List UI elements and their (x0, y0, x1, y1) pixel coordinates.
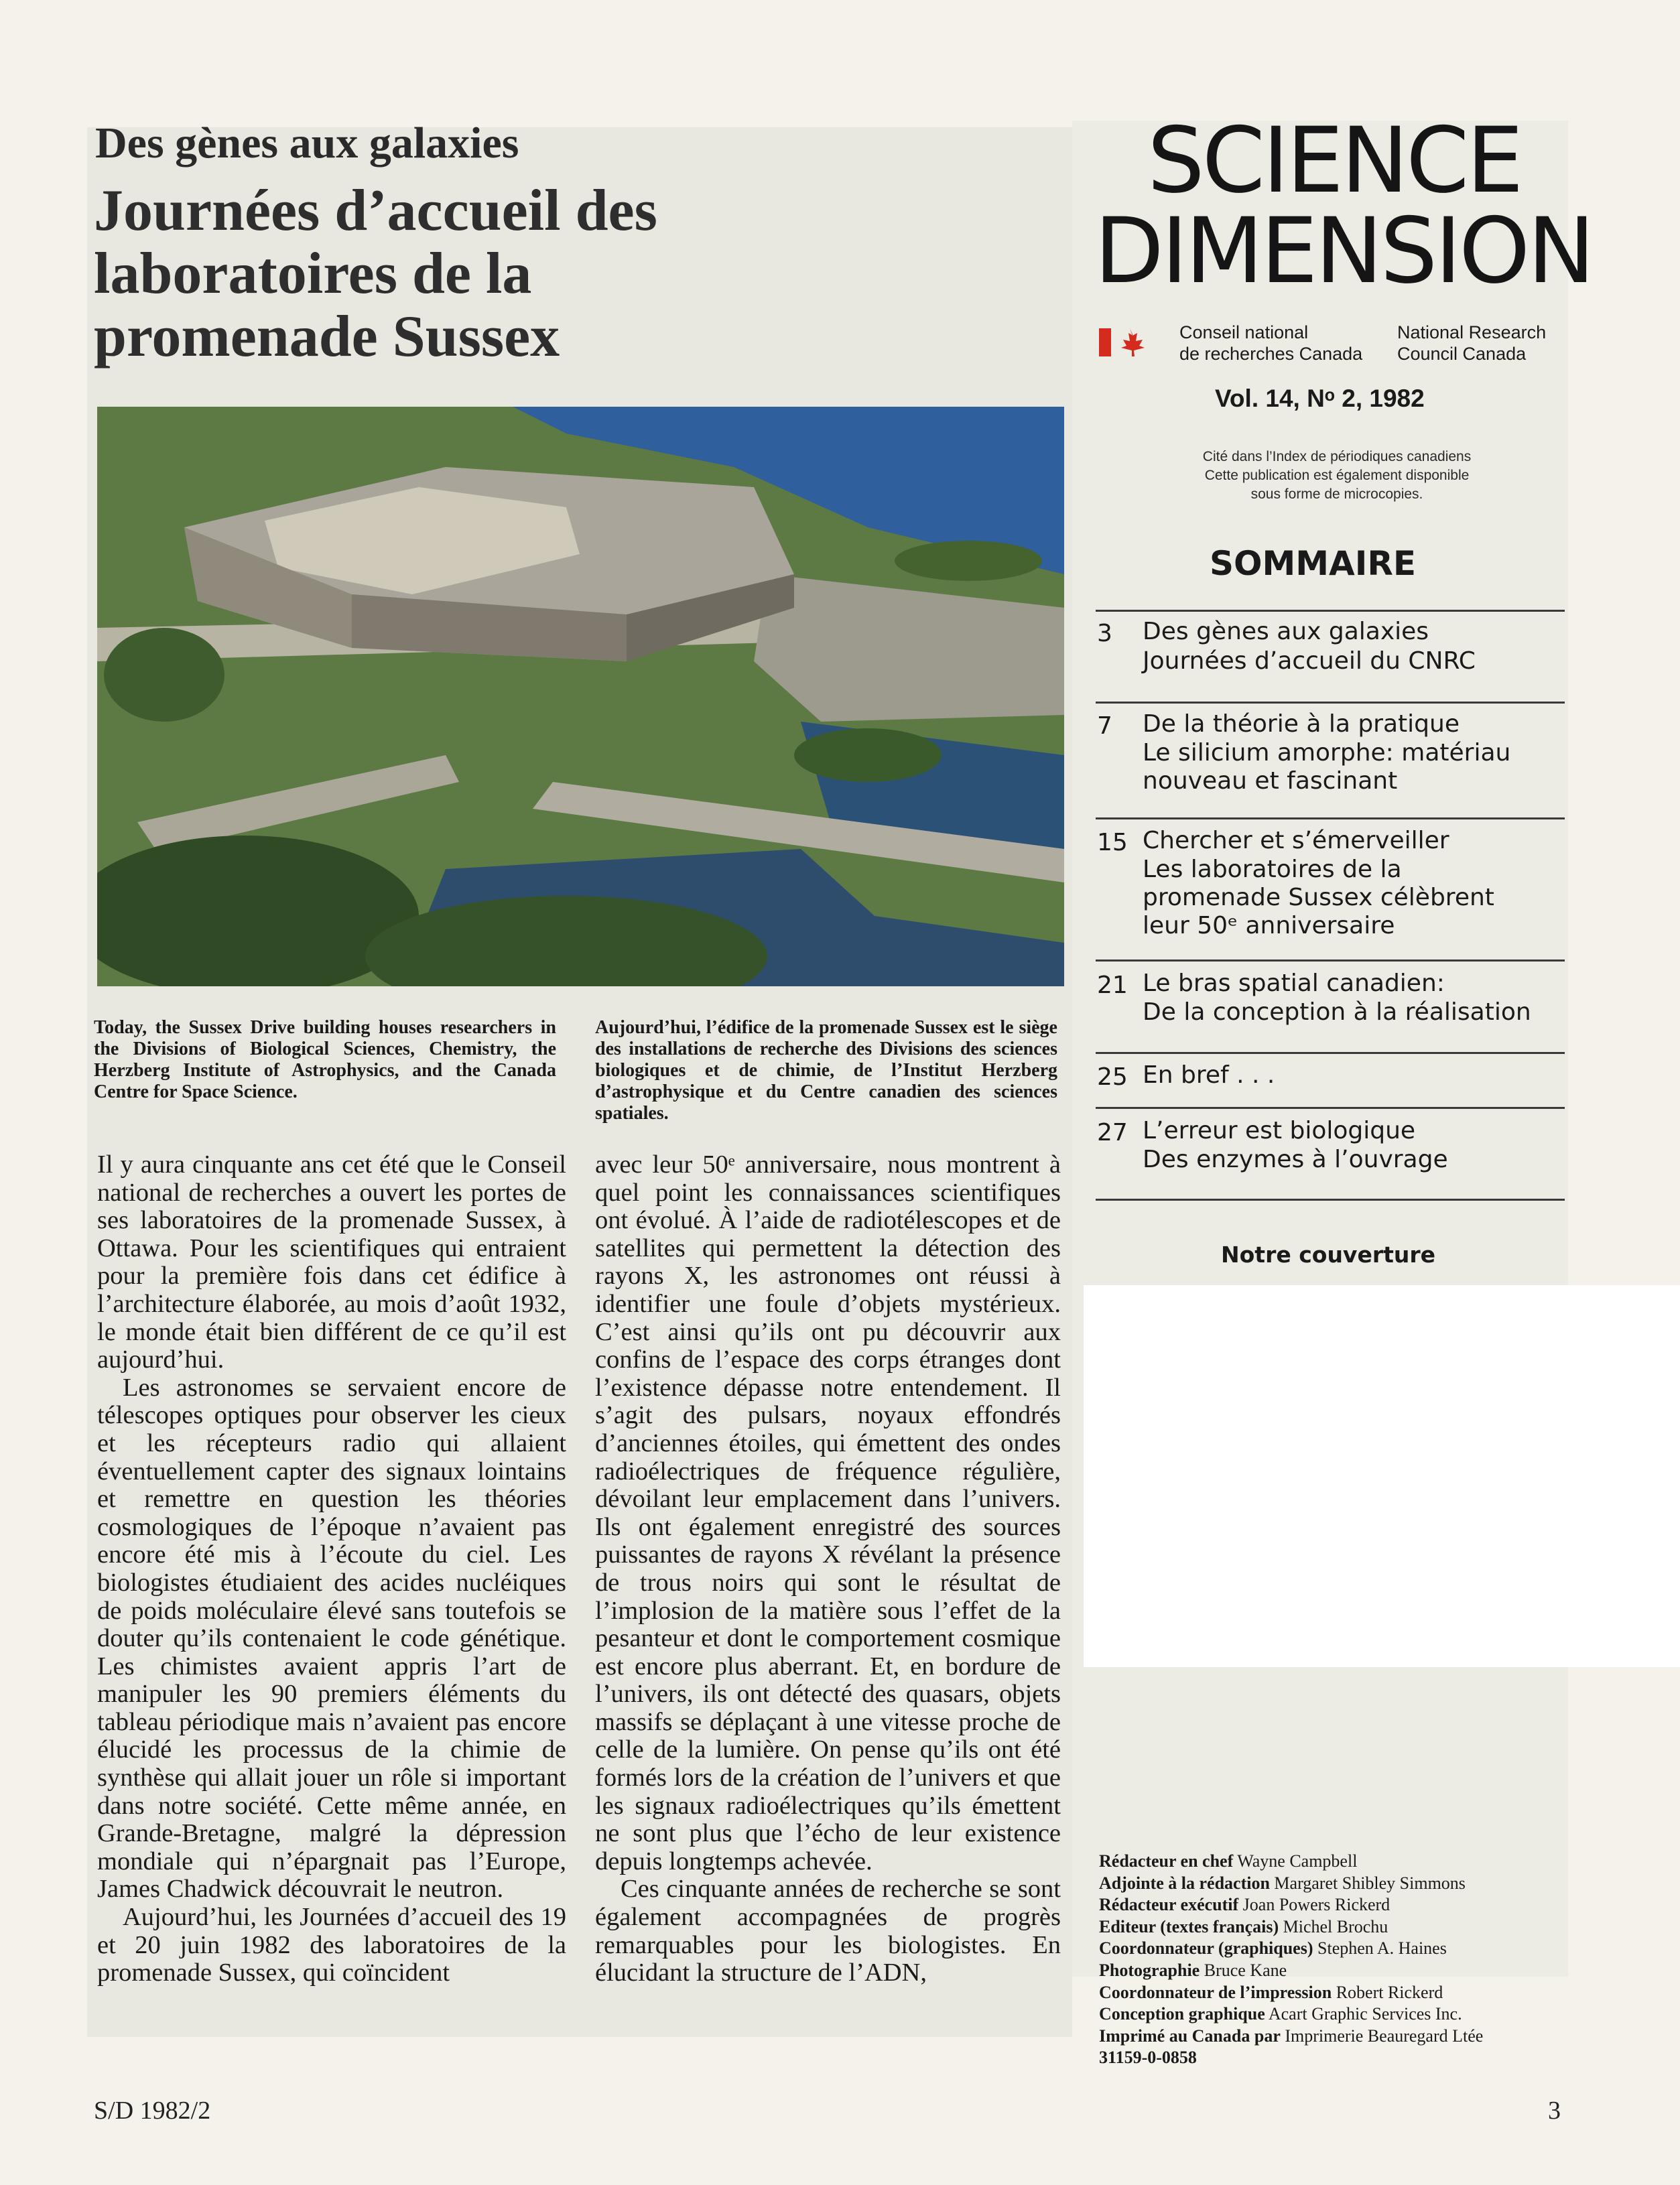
article-paragraph: Les astronomes se servaient encore de télescopes optiques pour observer les cieux et les récepteurs radio qui allaient éventuellement capter des signaux lointains et remettre en question les théories cosmologiques de l’époque n’avaient pas encore été mis à l’écoute du ciel. Les biologistes étudiaient des acides nucléiques de poids moléculaire élevé sans toutefois se douter qu’ils contenaient le code génétique. Les chimistes avaient appris l’art de manipuler les 90 premiers éléments du tableau périodique mais n’avaient pas encore élucidé les processus de la chimie de synthèse qui allait jouer un rôle si important dans notre société. Cette même année, en Grande-Bretagne, malgré la dépression mondiale qui n’épargnait pas l’Europe, James Chadwick découvrait le neutron. (97, 1373, 566, 1904)
toc-divider (1096, 702, 1565, 704)
toc-subtitle-line: promenade Sussex célèbrent (1143, 884, 1494, 911)
credit-line (1099, 1873, 1581, 1895)
toc-item-title: De la théorie à la pratique (1143, 710, 1460, 738)
credit-name: Michel Brochu (1283, 1916, 1388, 1936)
article-column-2 (595, 1151, 1061, 1987)
credit-role: Imprimé au Canada par (1099, 2026, 1281, 2046)
credit-line (1099, 1938, 1581, 1960)
toc-divider (1096, 610, 1565, 612)
toc-item-title: Des gènes aux galaxies (1143, 618, 1429, 645)
footer-issue: S/D 1982/2 (94, 2097, 211, 2125)
toc-item-title: En bref . . . (1143, 1061, 1275, 1089)
photo-caption-french: Aujourd’hui, l’édifice de la promenade Sussex est le siège des installations de recherche des Divisions des sciences biologiques et de chimie, de l’Institut Herzberg d’astrophysique et du Centre canadien des sciences spatiales. (595, 1017, 1057, 1124)
masthead-science: SCIENCE (1147, 108, 1521, 213)
masthead-dimension: DIMENSION (1094, 198, 1593, 304)
article-paragraph: Il y aura cinquante ans cet été que le Conseil national de recherches a ouvert les portes de ses laboratoires de la promenade Sussex, à Ottawa. Pour les scientifiques qui entraient pour la première fois dans cet édifice à l’architecture élaborée, au mois d’août 1932, le monde était bien différent de ce qu’il est aujourd’hui. (97, 1150, 566, 1374)
toc-subtitle-line: leur 50ᵉ anniversaire (1143, 912, 1395, 939)
toc-item-subtitle (1143, 998, 1531, 1027)
article-kicker: Des gènes aux galaxies (95, 119, 519, 168)
editorial-credits (1099, 1851, 1581, 2069)
toc-subtitle-line: Les laboratoires de la (1143, 856, 1402, 883)
credit-name: Margaret Shibley Simmons (1274, 1873, 1466, 1893)
credit-role: Coordonnateur de l’impression (1099, 1982, 1332, 2002)
credit-line (1099, 2047, 1581, 2069)
page-number: 3 (1548, 2097, 1561, 2125)
credit-role: Rédacteur en chef (1099, 1851, 1234, 1871)
credit-role: Adjointe à la rédaction (1099, 1873, 1270, 1893)
credit-line (1099, 2003, 1581, 2026)
toc-subtitle-line: Journées d’accueil du CNRC (1143, 647, 1476, 675)
toc-subtitle-line: nouveau et fascinant (1143, 767, 1398, 795)
credit-name: Stephen A. Haines (1317, 1938, 1447, 1959)
credit-role: Photographie (1099, 1960, 1200, 1980)
agency-line: Council Canada (1397, 344, 1527, 364)
credit-line (1099, 1916, 1581, 1938)
toc-page-number: 3 (1097, 620, 1112, 647)
index-note (1136, 448, 1538, 504)
issn-code: 31159-0-0858 (1099, 2048, 1197, 2068)
agency-line: National Research (1397, 322, 1547, 342)
aerial-building-photo (97, 407, 1064, 986)
agency-name-english (1397, 322, 1546, 365)
toc-divider (1096, 959, 1565, 962)
credit-role: Conception graphique (1099, 2004, 1265, 2024)
toc-page-number: 7 (1097, 712, 1112, 740)
toc-divider (1096, 1107, 1565, 1109)
toc-item-subtitle (1143, 856, 1494, 940)
credit-name: Bruce Kane (1204, 1960, 1287, 1980)
headline-line: Journées d’accueil des (94, 178, 657, 243)
toc-item-subtitle (1143, 739, 1510, 795)
credit-name: Wayne Campbell (1237, 1851, 1358, 1871)
article-paragraph: Ces cinquante années de recherche se sont également accompagnées de progrès remarquables pour les biologistes. En élucidant la structure de l’ADN, (595, 1875, 1061, 1987)
credit-name: Imprimerie Beauregard Ltée (1285, 2026, 1484, 2046)
agency-name-french (1179, 322, 1362, 365)
toc-subtitle-line: De la conception à la réalisation (1143, 998, 1531, 1026)
credit-line (1099, 1894, 1581, 1916)
credit-line (1099, 1960, 1581, 1982)
article-headline (94, 180, 764, 369)
index-note-line: sous forme de microcopies. (1250, 486, 1423, 502)
contents-title: SOMMAIRE (1210, 544, 1416, 583)
credit-name: Acart Graphic Services Inc. (1268, 2004, 1462, 2024)
toc-page-number: 25 (1097, 1063, 1128, 1091)
toc-item-subtitle (1143, 647, 1476, 675)
article-column-1 (97, 1151, 566, 1987)
toc-page-number: 27 (1097, 1119, 1128, 1146)
toc-page-number: 15 (1097, 829, 1128, 856)
canada-flag-icon (1099, 327, 1146, 358)
credit-name: Robert Rickerd (1336, 1982, 1443, 2002)
cover-section-title: Notre couverture (1221, 1242, 1436, 1268)
toc-item-subtitle (1143, 1146, 1448, 1174)
toc-item-title: Le bras spatial canadien: (1143, 970, 1445, 997)
credit-role: Rédacteur exécutif (1099, 1895, 1239, 1915)
toc-divider (1096, 1052, 1565, 1054)
cover-image-placeholder (1084, 1285, 1680, 1667)
toc-subtitle-line: Des enzymes à l’ouvrage (1143, 1146, 1448, 1173)
toc-item-title: Chercher et s’émerveiller (1143, 827, 1449, 854)
toc-item-title: L’erreur est biologique (1143, 1117, 1416, 1144)
credit-role: Coordonnateur (graphiques) (1099, 1938, 1313, 1959)
credit-line (1099, 2026, 1581, 2048)
agency-line: de recherches Canada (1179, 344, 1363, 364)
credit-line (1099, 1982, 1581, 2004)
credit-role: Editeur (textes français) (1099, 1916, 1279, 1936)
photo-caption-english: Today, the Sussex Drive building houses researchers in the Divisions of Biological Sciences, Chemistry, the Herzberg Institute of Astrophysics, and the Canada Centre for Space Science. (94, 1017, 556, 1102)
credit-line (1099, 1851, 1581, 1873)
article-paragraph: Aujourd’hui, les Journées d’accueil des 19 et 20 juin 1982 des laboratoires de la promenade Sussex, qui coïncident (97, 1903, 566, 1987)
toc-divider (1096, 817, 1565, 819)
toc-divider (1096, 1199, 1565, 1201)
volume-issue: Vol. 14, Nᵒ 2, 1982 (1215, 385, 1425, 412)
headline-line: laboratoires de la (94, 241, 532, 306)
agency-line: Conseil national (1179, 322, 1309, 342)
index-note-line: Cité dans l’Index de périodiques canadiens (1202, 449, 1472, 464)
toc-subtitle-line: Le silicium amorphe: matériau (1143, 739, 1511, 767)
credit-name: Joan Powers Rickerd (1242, 1895, 1391, 1915)
headline-line: promenade Sussex (94, 304, 560, 369)
photo-illustration (97, 407, 1064, 986)
toc-page-number: 21 (1097, 972, 1128, 999)
index-note-line: Cette publication est également disponible (1204, 468, 1470, 483)
article-paragraph: avec leur 50ᵉ anniversaire, nous montrent à quel point les connaissances scientifiques ont évolué. À l’aide de radiotélescopes et de satellites qui permettent la détection des rayons X, les astronomes ont réussi à identifier une foule d’objets mystérieux. C’est ainsi qu’ils ont pu découvrir aux confins de l’espace des corps étranges dont l’existence dépasse notre entendement. Il s’agit des pulsars, noyaux effondrés d’anciennes étoiles, qui émettent des ondes radioélectriques de fréquence régulière, dévoilant leur emplacement dans l’univers. Ils ont également enregistré des sources puissantes de rayons X révélant la présence de trous noirs qui sont le résultat de l’implosion de la matière sous l’effet de la pesanteur et dont le comportement cosmique est encore plus aberrant. Et, en bordure de l’univers, ils ont détecté des quasars, objets massifs se déplaçant à une vitesse proche de celle de la lumière. On pense qu’ils ont été formés lors de la création de l’univers et que les signaux radioélectriques qu’ils émettent ne sont plus que l’écho de leur existence depuis longtemps achevée. (595, 1150, 1061, 1875)
